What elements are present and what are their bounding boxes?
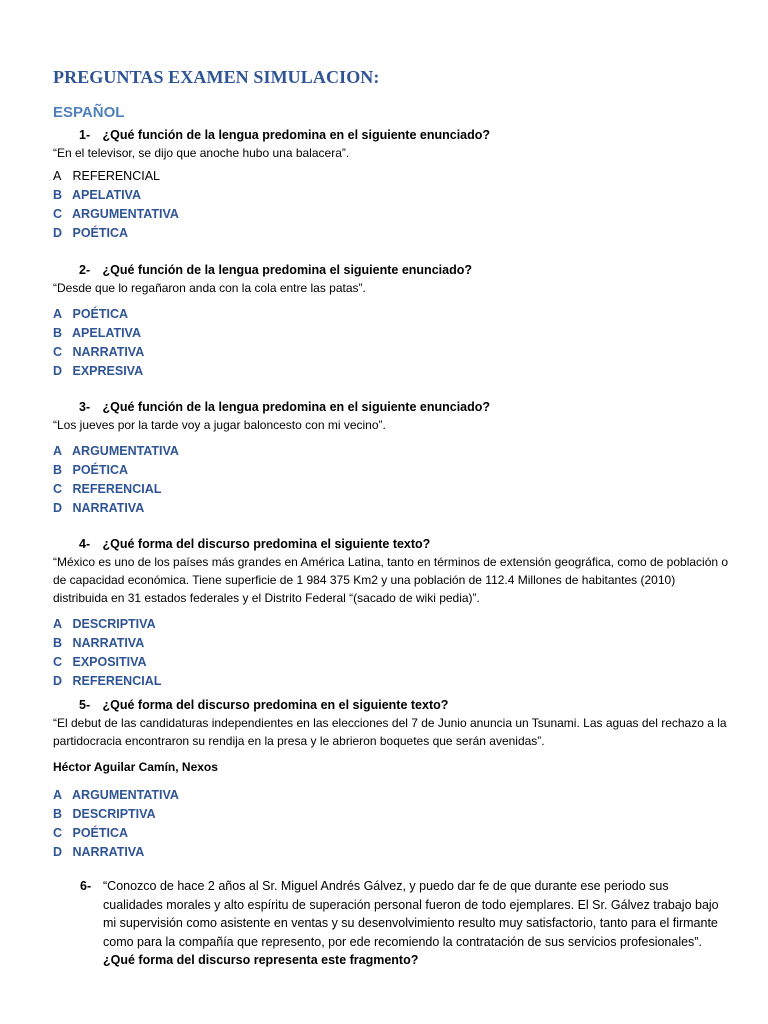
question-1	[53, 126, 733, 243]
question-heading: 2- ¿Qué función de la lengua predomina el siguiente enunciado?	[79, 263, 472, 277]
question-text: ¿Qué función de la lengua predomina el siguiente enunciado?	[102, 263, 472, 277]
question-4	[53, 535, 733, 691]
option-a[interactable]: A ARGUMENTATIVA	[53, 788, 179, 802]
question-quote: “México es uno de los países más grandes en América Latina, tanto en términos de extensión geográfica, como de población o de capacidad económica. Tiene superficie de 1 984 375 Km2 y una población de 112.4 Millones de habitantes (2010) distribuida en 31 estados federales y el Distrito Federal “(sacado de wiki pedia)”.	[53, 555, 729, 605]
question-number: 6-	[80, 879, 92, 893]
page-title: PREGUNTAS EXAMEN SIMULACION:	[53, 67, 380, 87]
options-list	[53, 615, 733, 691]
question-heading: 4- ¿Qué forma del discurso predomina el siguiente texto?	[79, 537, 431, 551]
question-heading: 3- ¿Qué función de la lengua predomina en el siguiente enunciado?	[79, 400, 491, 414]
question-6	[80, 877, 730, 970]
question-text: ¿Qué función de la lengua predomina en el siguiente enunciado?	[102, 128, 491, 142]
option-b[interactable]: B NARRATIVA	[53, 636, 145, 650]
option-b[interactable]: B APELATIVA	[53, 188, 141, 202]
question-text: ¿Qué forma del discurso predomina en el siguiente texto?	[102, 698, 449, 712]
option-b[interactable]: B DESCRIPTIVA	[53, 807, 156, 821]
question-quote: “Conozco de hace 2 años al Sr. Miguel Andrés Gálvez, y puedo dar fe de que durante ese periodo sus cualidades morales y alto espíritu de superación personal fueron de todo ejemplares. El Sr. Gálvez trabajo bajo mi supervisión como asistente en ventas y su desenvolvimiento resulto muy satisfactorio, tanto para el firmante como para la compañía que represento, por ede recomiendo la contratación de sus servicios profesionales”.	[103, 879, 719, 949]
question-text: ¿Qué función de la lengua predomina en el siguiente enunciado?	[102, 400, 491, 414]
question-quote: “Los jueves por la tarde voy a jugar baloncesto con mi vecino”.	[53, 418, 386, 432]
options-list	[53, 167, 733, 243]
section-heading: ESPAÑOL	[53, 104, 125, 121]
option-a[interactable]: A POÉTICA	[53, 307, 129, 321]
quote-author: Héctor Aguilar Camín, Nexos	[53, 760, 218, 774]
question-text: ¿Qué forma del discurso representa este fragmento?	[103, 953, 419, 967]
question-quote: “En el televisor, se dijo que anoche hubo una balacera”.	[53, 146, 350, 160]
question-body	[80, 877, 730, 970]
question-text: ¿Qué forma del discurso predomina el siguiente texto?	[102, 537, 431, 551]
option-c[interactable]: C POÉTICA	[53, 826, 129, 840]
options-list	[53, 442, 733, 518]
option-d[interactable]: D EXPRESIVA	[53, 364, 144, 378]
question-quote: “El debut de las candidaturas independientes en las elecciones del 7 de Junio anuncia un Tsunami. Las aguas del rechazo a la partidocracia encontraron su rendija en la presa y le abrieron boquetes que serán avenidas”.	[53, 716, 727, 748]
option-a[interactable]: A REFERENCIAL	[53, 169, 161, 183]
option-d[interactable]: D NARRATIVA	[53, 501, 145, 515]
option-a[interactable]: A DESCRIPTIVA	[53, 617, 156, 631]
question-quote: “Desde que lo regañaron anda con la cola entre las patas”.	[53, 281, 366, 295]
question-2	[53, 261, 733, 381]
options-list	[53, 786, 733, 862]
option-d[interactable]: D REFERENCIAL	[53, 674, 162, 688]
options-list	[53, 305, 733, 381]
option-b[interactable]: B APELATIVA	[53, 326, 141, 340]
option-c[interactable]: C NARRATIVA	[53, 345, 145, 359]
question-3	[53, 398, 733, 518]
option-c[interactable]: C ARGUMENTATIVA	[53, 207, 179, 221]
question-heading: 5- ¿Qué forma del discurso predomina en el siguiente texto?	[79, 698, 449, 712]
question-5	[53, 696, 733, 862]
option-b[interactable]: B POÉTICA	[53, 463, 129, 477]
option-a[interactable]: A ARGUMENTATIVA	[53, 444, 179, 458]
option-d[interactable]: D POÉTICA	[53, 226, 129, 240]
option-c[interactable]: C REFERENCIAL	[53, 482, 162, 496]
question-heading: 1- ¿Qué función de la lengua predomina en el siguiente enunciado?	[79, 128, 491, 142]
option-c[interactable]: C EXPOSITIVA	[53, 655, 147, 669]
option-d[interactable]: D NARRATIVA	[53, 845, 145, 859]
